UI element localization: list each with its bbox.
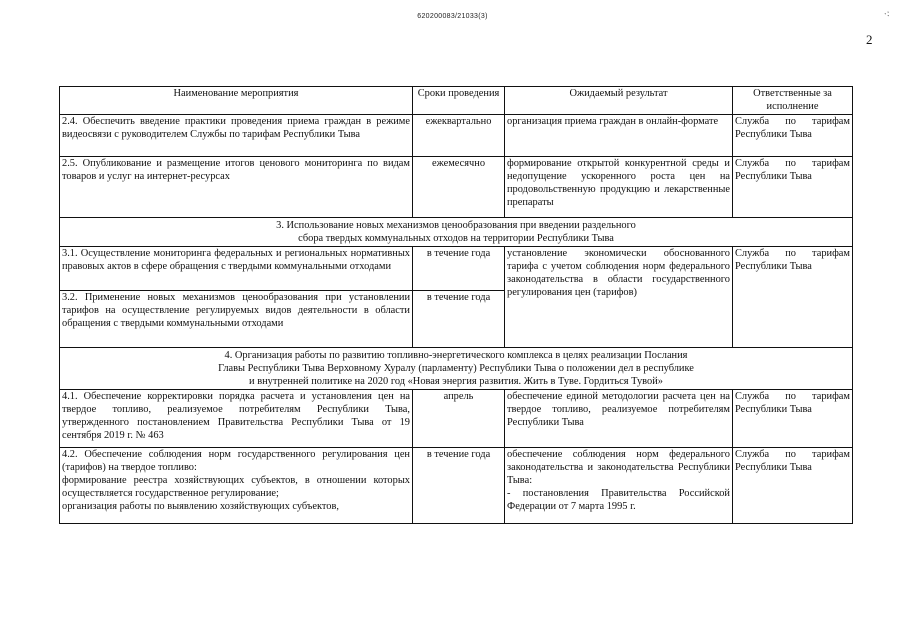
cell-name: 3.1. Осуществление мониторинга федеральных и региональных нормативных правовых актов в сфере обращения с твердыми коммунальными отходами [60,247,413,291]
page-number: 2 [866,32,873,47]
column-header-name: Наименование мероприятия [60,87,413,115]
column-header-term: Сроки проведения [413,87,505,115]
cell-name-paragraph: 4.2. Обеспечение соблюдения норм государственного регулирования цен (тарифов) на твердое топливо: [62,449,410,473]
cell-name: 2.5. Опубликование и размещение итогов ценового мониторинга по видам товаров и услуг на интернет-ресурсах [60,157,413,218]
cell-responsible: Служба по тарифам Республики Тыва [733,390,853,448]
table-row [60,247,853,291]
corner-mark: ∵ [883,9,893,20]
section-heading-line: и внутренней политике на 2020 год «Новая энергия развития. Жить в Туве. Гордиться Тувой» [249,376,663,387]
cell-term: в течение года [413,291,505,348]
cell-name [60,448,413,524]
cell-term: ежеквартально [413,115,505,157]
cell-result-paragraph: обеспечение соблюдения норм федерального законодательства и законодательства Республики Тыва: [507,449,730,486]
table-row [60,115,853,157]
column-header-responsible: Ответственные за исполнение [733,87,853,115]
cell-term: ежемесячно [413,157,505,218]
table-header-row [60,87,853,115]
table-row [60,448,853,524]
cell-term: в течение года [413,247,505,291]
document-code: 620200083/21033(3) [417,13,488,20]
cell-name: 4.1. Обеспечение корректировки порядка расчета и установления цен на твердое топливо, реализуемое потребителям Республики Тыва, утвержденного постановлением Правительства Республики Тыва от 19 сентября 2019 г. № 463 [60,390,413,448]
cell-name: 3.2. Применение новых механизмов ценообразования при установлении тарифов на осуществление регулируемых видов деятельности в области обращения с твердыми коммунальными отходами [60,291,413,348]
table-row [60,390,853,448]
cell-name-paragraph: организация работы по выявлению хозяйствующих субъектов, [62,501,339,512]
cell-name-paragraph: формирование реестра хозяйствующих субъектов, в отношении которых осуществляется государственное регулирование; [62,475,410,499]
section-heading-line: сбора твердых коммунальных отходов на территории Республики Тыва [298,233,614,244]
section-heading-line: 3. Использование новых механизмов ценообразования при введении раздельного [276,220,636,231]
column-header-result: Ожидаемый результат [505,87,733,115]
table-row [60,157,853,218]
section-heading [60,348,853,390]
cell-result-paragraph: - постановления Правительства Российской Федерации от 7 марта 1995 г. [507,488,730,512]
cell-responsible: Служба по тарифам Республики Тыва [733,247,853,348]
section-heading-line: 4. Организация работы по развитию топливно-энергетического комплекса в целях реализации Послания [224,350,688,361]
section-heading-row [60,348,853,390]
cell-term: апрель [413,390,505,448]
measures-table [59,86,853,524]
cell-result: установление экономически обоснованного тарифа с учетом соблюдения норм федерального законодательства в области государственного регулирования цен (тарифов) [505,247,733,348]
cell-term: в течение года [413,448,505,524]
cell-result [505,448,733,524]
cell-result: обеспечение единой методологии расчета цен на твердое топливо, реализуемое потребителям Республики Тыва [505,390,733,448]
cell-responsible: Служба по тарифам Республики Тыва [733,115,853,157]
section-heading-row [60,218,853,247]
section-heading-line: Главы Республики Тыва Верховному Хуралу (парламенту) Республики Тыва о положении дел в республике [218,363,694,374]
cell-result: формирование открытой конкурентной среды и недопущение ускоренного роста цен на продовольственную продукцию и лекарственные препараты [505,157,733,218]
cell-responsible: Служба по тарифам Республики Тыва [733,157,853,218]
section-heading [60,218,853,247]
cell-result: организация приема граждан в онлайн-формате [505,115,733,157]
cell-name: 2.4. Обеспечить введение практики проведения приема граждан в режиме видеосвязи с руководителем Службы по тарифам Республики Тыва [60,115,413,157]
cell-responsible: Служба по тарифам Республики Тыва [733,448,853,524]
